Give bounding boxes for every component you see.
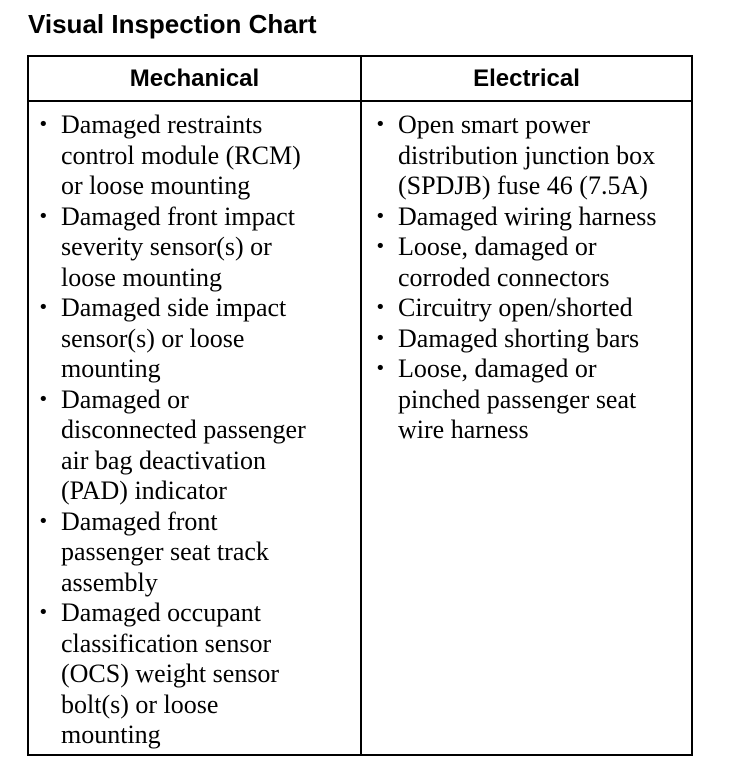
item-line: Loose, damaged or — [398, 354, 597, 383]
item-line: corroded connectors — [398, 262, 610, 292]
item-line: air bag deactivation — [61, 445, 267, 475]
item-line: sensor(s) or loose — [61, 323, 245, 353]
item-line: or loose mounting — [61, 171, 251, 200]
header-divider — [29, 100, 691, 102]
inspection-table — [27, 55, 693, 756]
mechanical-item — [37, 293, 355, 385]
electrical-item — [374, 324, 690, 355]
mechanical-item — [37, 110, 355, 202]
item-line: Damaged front impact — [61, 201, 295, 231]
item-line: control module (RCM) — [61, 140, 301, 170]
item-line: (OCS) weight sensor — [61, 659, 280, 688]
bullet-icon: • — [375, 205, 386, 227]
bullet-icon: • — [38, 205, 49, 227]
item-line: severity sensor(s) or — [61, 232, 272, 261]
item-line: loose mounting — [61, 262, 223, 292]
item-line: (SPDJB) fuse 46 (7.5A) — [398, 171, 648, 200]
item-line: Damaged occupant — [61, 598, 261, 627]
bullet-icon: • — [375, 236, 386, 257]
item-line: Damaged side impact — [61, 293, 287, 322]
mechanical-items-list — [37, 110, 355, 751]
column-divider — [360, 57, 362, 754]
bullet-icon: • — [38, 510, 49, 532]
item-line: passenger seat track — [61, 537, 269, 566]
bullet-icon: • — [375, 358, 386, 379]
item-line: Open smart power — [398, 110, 591, 139]
item-line: wire harness — [398, 415, 529, 444]
bullet-icon: • — [38, 114, 49, 135]
item-line: bolt(s) or loose — [61, 689, 219, 719]
item-line: pinched passenger seat — [398, 384, 637, 414]
bullet-icon: • — [375, 297, 386, 318]
bullet-icon: • — [38, 602, 49, 623]
bullet-icon: • — [38, 297, 49, 318]
mechanical-item — [37, 507, 355, 599]
electrical-items-list — [374, 110, 690, 446]
item-line: mounting — [61, 354, 161, 383]
mechanical-item — [37, 598, 355, 751]
bullet-icon: • — [375, 327, 386, 349]
electrical-item — [374, 202, 690, 233]
item-line: classification sensor — [61, 628, 272, 658]
mechanical-item — [37, 202, 355, 294]
item-line: distribution junction box — [398, 140, 656, 170]
item-line: Damaged shorting bars — [398, 323, 640, 353]
item-line: Damaged wiring harness — [398, 201, 657, 231]
item-line: Damaged front — [61, 506, 218, 536]
item-line: (PAD) indicator — [61, 476, 227, 505]
item-line: assembly — [61, 567, 158, 597]
electrical-column-header: Electrical — [473, 65, 580, 92]
item-line: Damaged or — [61, 384, 189, 414]
item-line: Loose, damaged or — [398, 232, 597, 261]
mechanical-item — [37, 385, 355, 507]
electrical-item — [374, 293, 690, 324]
bullet-icon: • — [38, 388, 49, 410]
electrical-item — [374, 354, 690, 446]
item-line: Circuitry open/shorted — [398, 293, 633, 322]
item-line: mounting — [61, 720, 161, 749]
electrical-item — [374, 232, 690, 293]
mechanical-column-header: Mechanical — [129, 65, 260, 92]
bullet-icon: • — [375, 114, 386, 135]
item-line: disconnected passenger — [61, 415, 306, 444]
chart-title: Visual Inspection Chart — [28, 9, 317, 39]
electrical-item — [374, 110, 690, 202]
item-line: Damaged restraints — [61, 110, 263, 139]
